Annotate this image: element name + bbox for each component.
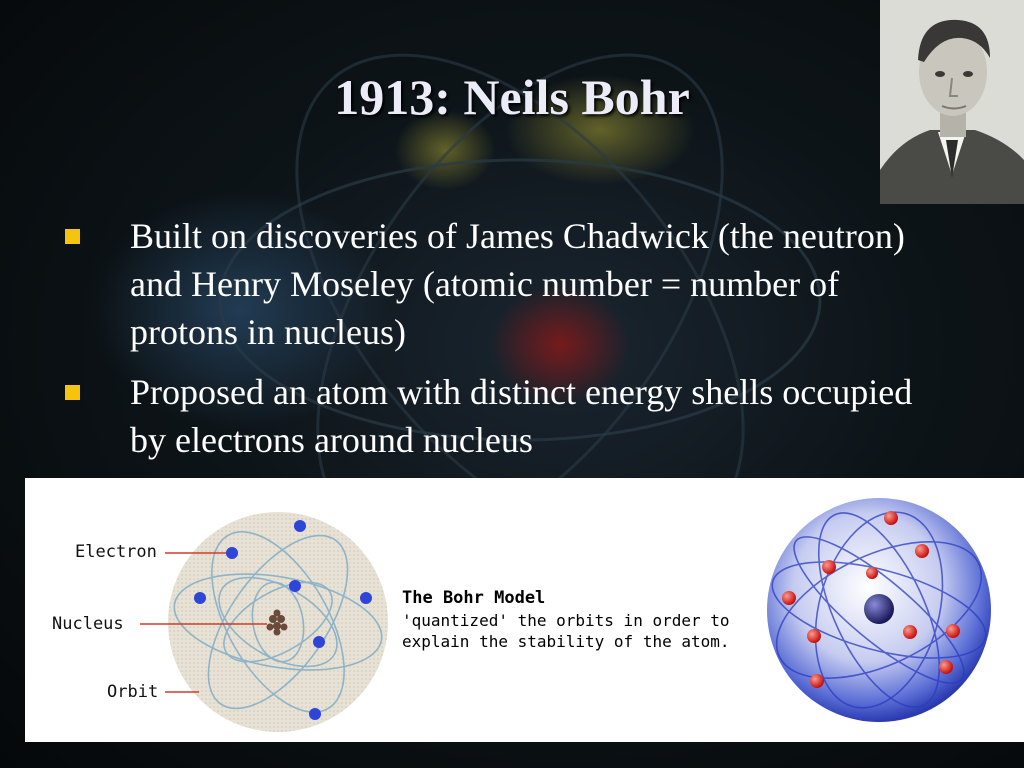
bohr-model-diagram (25, 478, 744, 742)
bullet-text: Built on discoveries of James Chadwick (the neutron) and Henry Moseley (atomic number = number of protons in nucleus) (130, 216, 905, 352)
bullet-item (60, 368, 940, 464)
bullet-item (60, 212, 940, 356)
slide-title: 1913: Neils Bohr (334, 69, 690, 125)
square-bullet-icon (65, 385, 80, 400)
atom-3d-illustration-icon (744, 478, 1024, 742)
nucleus-label: Nucleus (52, 614, 124, 634)
bullet-list (60, 212, 940, 476)
bullet-text: Proposed an atom with distinct energy shells occupied by electrons around nucleus (130, 372, 913, 460)
orbit-label: Orbit (107, 682, 159, 702)
model-caption: 'quantized' the orbits in order to explain the stability of the atom. (402, 611, 730, 651)
square-bullet-icon (65, 229, 80, 244)
person-portrait-icon (880, 0, 1024, 204)
electron-label: Electron (75, 542, 157, 562)
model-title: The Bohr Model (402, 588, 546, 608)
